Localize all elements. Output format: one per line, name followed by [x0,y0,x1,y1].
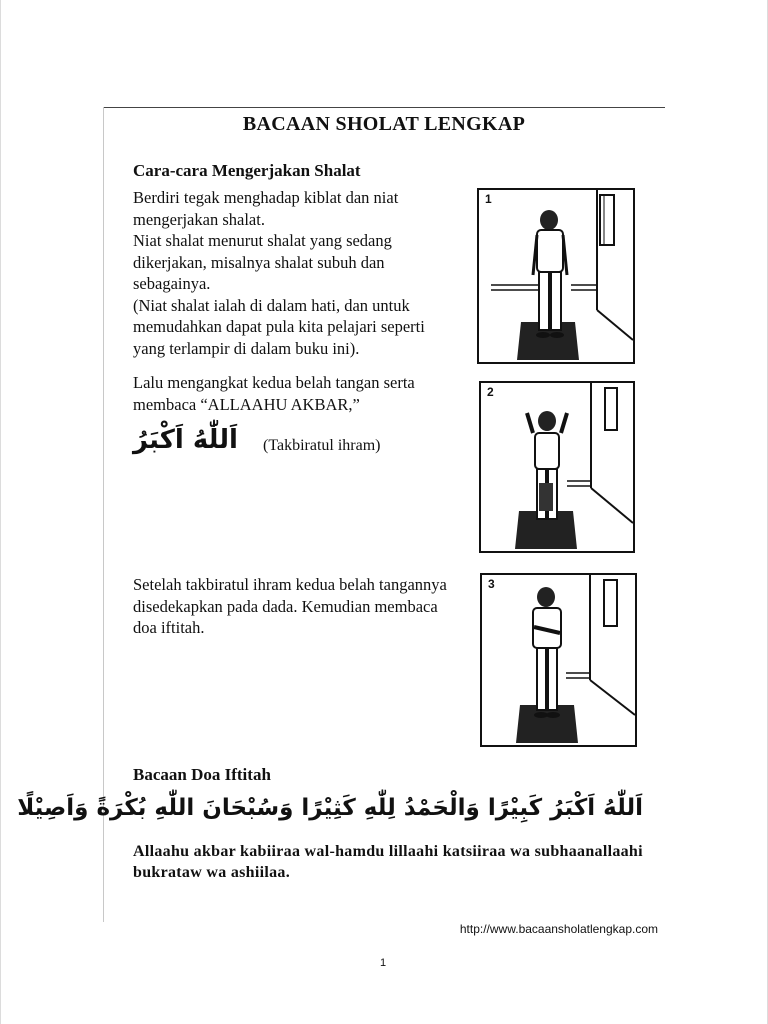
takbir-figure-illustration [481,383,633,551]
arabic-takbir: اَللّٰهُ اَكْبَرُ [133,425,238,455]
figure-number: 3 [488,577,495,591]
page-edge-left [0,0,1,1024]
arabic-doa-iftitah: اَللّٰهُ اَكْبَرُ كَبِيْرًا وَالْحَمْدُ لِلّٰهِ كَثِيْرًا وَسُبْحَانَ اللّٰهِ بُكْرَةً وَاَصِيْلًا [17,795,643,821]
footer-url-link[interactable]: http://www.bacaansholatlengkap.com [459,922,658,936]
paragraph: Berdiri tegak menghadap kiblat dan niat mengerjakan shalat. [133,188,399,229]
takbir-note: (Takbiratul ihram) [263,437,381,454]
page-number: 1 [380,957,387,969]
section-heading-doa-iftitah: Bacaan Doa Iftitah [133,765,271,784]
figure-sedekap [480,573,637,747]
paragraph: Niat shalat menurut shalat yang sedang dikerjakan, misalnya shalat subuh dan sebagainya. [133,231,392,293]
section-heading-cara-cara: Cara-cara Mengerjakan Shalat [133,161,361,180]
page-title: BACAAN SHOLAT LENGKAP [242,113,526,135]
transliteration: Allaahu akbar kabiiraa wal-hamdu lillaahi katsiiraa wa subhaanallaahi bukrataw wa ashiilaa. [133,843,643,881]
figure-standing [477,188,635,364]
section-1-text [133,187,455,359]
paragraph: Lalu mengangkat kedua belah tangan serta membaca “ALLAAHU AKBAR,” [133,373,415,414]
scanned-page [17,107,665,922]
paragraph: (Niat shalat ialah di dalam hati, dan untuk memudahkan dapat pula kita pelajari seperti yang terlampir di dalam buku ini). [133,295,425,358]
standing-figure-illustration [479,190,633,362]
paragraph: Setelah takbiratul ihram kedua belah tangannya disedekapkan pada dada. Kemudian membaca doa iftitah. [133,575,447,637]
figure-number: 2 [487,385,494,399]
section-3-text [133,574,455,639]
figure-number: 1 [485,192,492,206]
top-rule [103,107,665,108]
sedekap-figure-illustration [482,575,635,745]
figure-takbir [479,381,635,553]
section-2-text [133,372,455,415]
